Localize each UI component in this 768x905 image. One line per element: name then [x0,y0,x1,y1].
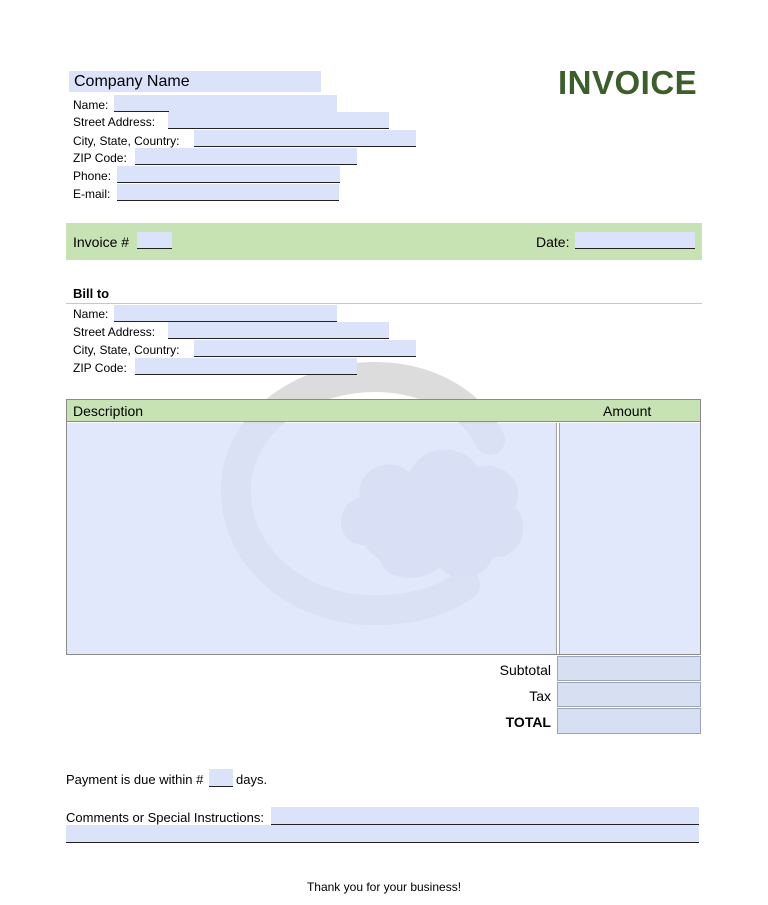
total-field[interactable] [557,708,701,734]
amount-header: Amount [603,403,652,419]
bill-name-input[interactable] [114,305,337,322]
tax-field[interactable] [557,682,701,707]
invoice-number-label: Invoice # [73,234,130,250]
payment-terms-suffix: days. [236,772,268,787]
company-city-input[interactable] [194,130,416,147]
company-street-input[interactable] [168,112,389,129]
company-email-label: E-mail: [73,187,111,201]
bill-to-heading: Bill to [73,286,110,301]
date-input[interactable] [575,232,695,249]
subtotal-label: Subtotal [499,662,551,678]
tax-label: Tax [529,688,551,704]
company-contact-name-input[interactable] [114,95,337,112]
company-phone-label: Phone: [73,169,112,183]
comments-input-line-2[interactable] [66,825,699,843]
bill-city-label: City, State, Country: [73,343,180,357]
company-street-underline [168,128,389,129]
bill-name-label: Name: [73,307,109,321]
subtotal-field[interactable] [557,656,701,681]
company-name-label: Name: [73,98,109,112]
payment-terms-prefix: Payment is due within # [66,772,204,787]
invoice-title: INVOICE [558,64,698,101]
company-city-underline [194,146,416,147]
bill-zip-input[interactable] [135,358,357,375]
comments-label: Comments or Special Instructions: [66,810,264,825]
company-contact-name-underline [114,111,169,112]
invoice-number-input[interactable] [137,232,172,249]
company-phone-input[interactable] [117,166,340,183]
company-street-label: Street Address: [73,115,156,129]
bill-city-input[interactable] [194,340,416,357]
company-zip-underline [135,164,357,165]
bill-zip-label: ZIP Code: [73,361,127,375]
company-zip-input[interactable] [135,148,357,165]
payment-days-input[interactable] [209,769,233,787]
company-email-underline [117,200,339,201]
company-name-field[interactable]: Company Name [69,71,321,92]
description-header: Description [73,403,144,419]
amount-field[interactable] [559,423,700,654]
company-city-label: City, State, Country: [73,134,180,148]
description-field[interactable] [67,423,557,654]
company-zip-label: ZIP Code: [73,151,127,165]
bill-to-divider [66,303,702,304]
company-phone-underline [117,182,340,183]
total-label: TOTAL [505,714,551,730]
bill-street-input[interactable] [168,322,389,339]
company-email-input[interactable] [117,184,339,201]
bill-street-label: Street Address: [73,325,156,339]
comments-input-line-1[interactable] [271,807,699,825]
date-label: Date: [536,234,570,250]
thank-you-note: Thank you for your business! [306,880,462,894]
